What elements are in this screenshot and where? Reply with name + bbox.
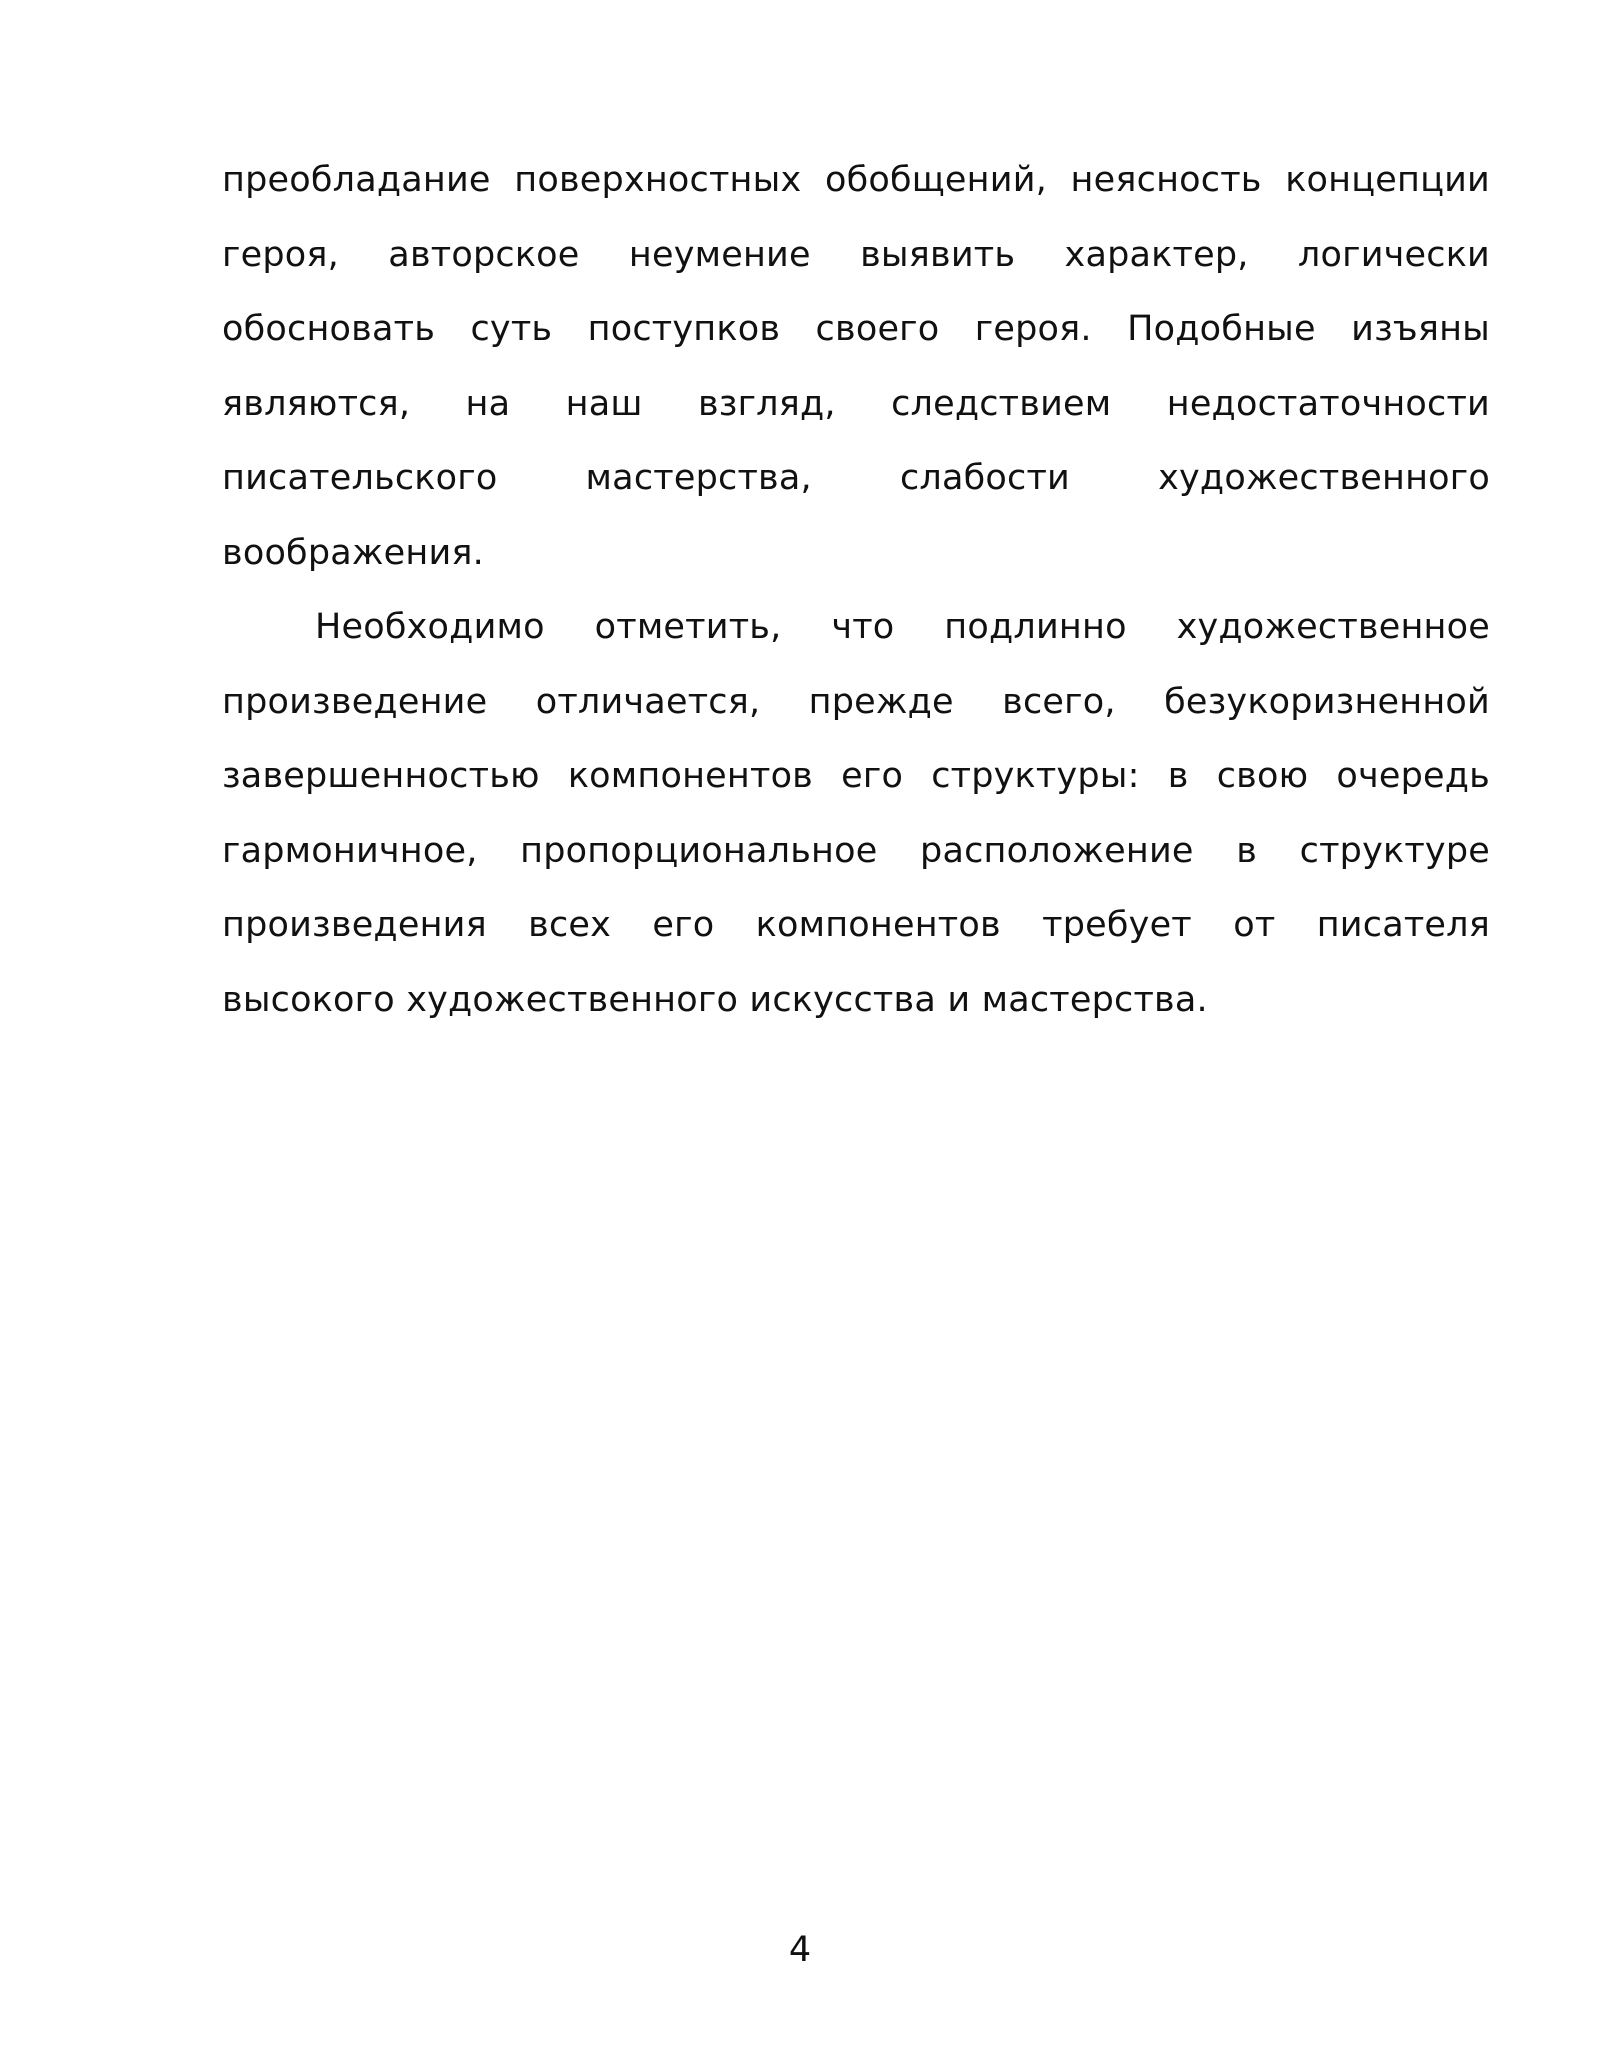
paragraph: Необходимо отметить, что подлинно художественное произведение отличается, прежде всего, безукоризненной завершенностью компонентов его структуры: в свою очередь гармоничное, пропорциональное расположение в структуре произведения всех его компонентов требует от писателя высокого художественного искусства и мастерства. xyxy=(222,607,1490,1020)
body-text xyxy=(222,143,1490,1037)
page-number: 4 xyxy=(788,1930,812,1970)
paragraph-continuation: преобладание поверхностных обобщений, неясность концепции героя, авторское неумение выявить характер, логически обосновать суть поступков своего героя. Подобные изъяны являются, на наш взгляд, следствием недостаточности писательского мастерства, слабости художественного воображения. xyxy=(222,160,1490,573)
